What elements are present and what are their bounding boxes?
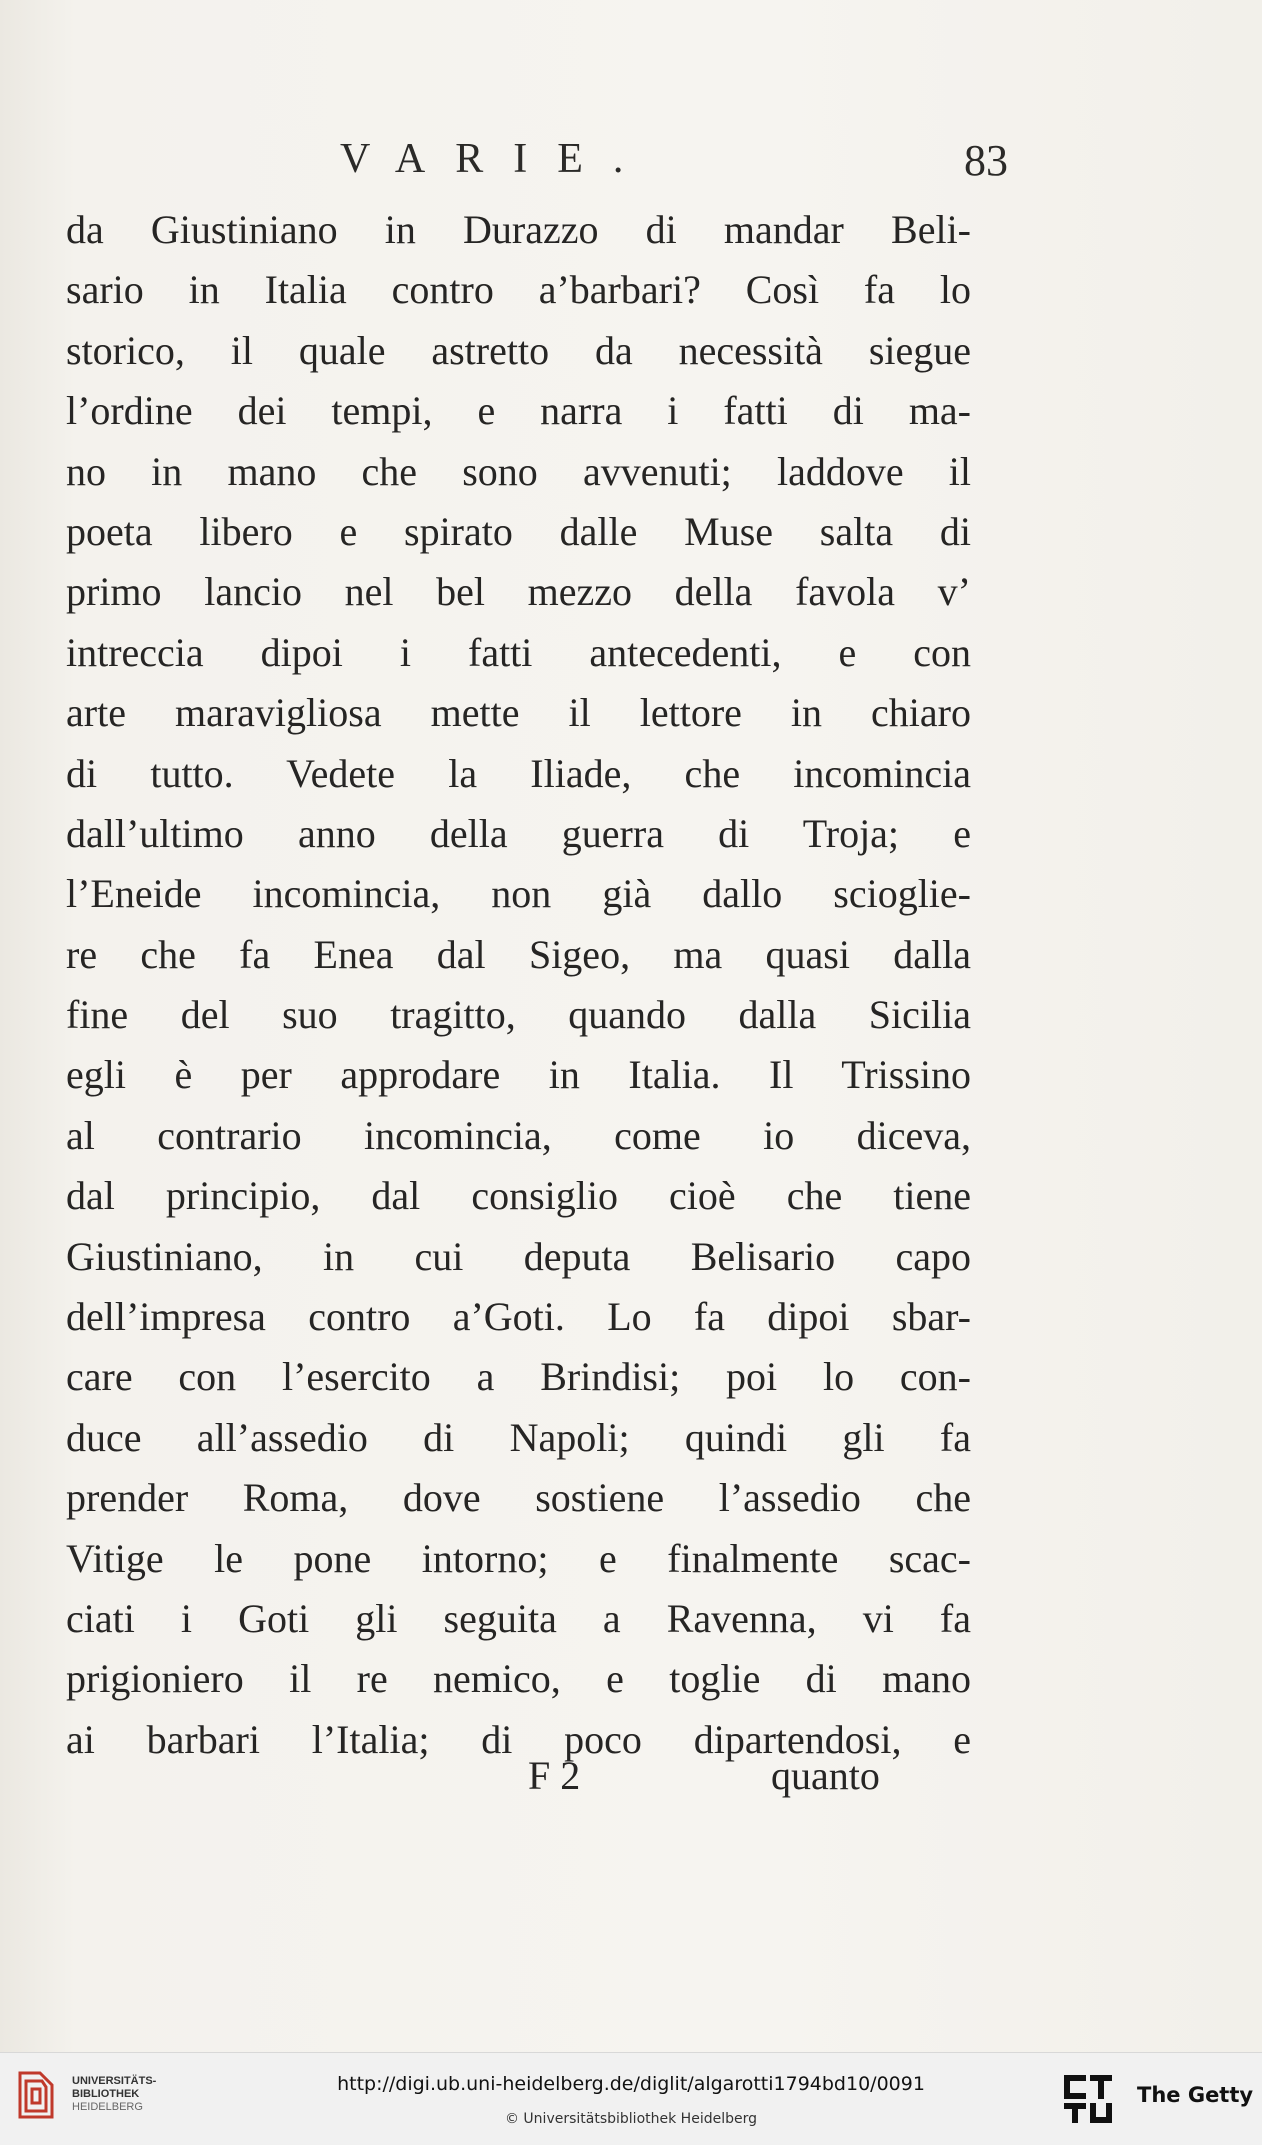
text-line: egli è per approdare in Italia. Il Trissino [66, 1052, 971, 1098]
text-line: prender Roma, dove sostiene l’assedio che [66, 1475, 971, 1521]
text-line: di tutto. Vedete la Iliade, che incomincia [66, 750, 971, 796]
page-number: 83 [964, 136, 1008, 185]
running-head-title: VARIE. [340, 136, 654, 182]
getty-logo-icon [1062, 2073, 1114, 2125]
text-line: arte maravigliosa mette il lettore in chiaro [66, 690, 971, 736]
text-line: da Giustiniano in Durazzo di mandar Beli- [66, 207, 971, 252]
catchword: quanto [771, 1753, 880, 1798]
text-line: poeta libero e spirato dalle Muse salta di [66, 508, 971, 554]
catch-line [66, 1752, 971, 1812]
body-text [66, 200, 971, 1770]
text-line: no in mano che sono avvenuti; laddove il [66, 448, 971, 494]
text-line: dell’impresa contro a’Goti. Lo fa dipoi sbar- [66, 1294, 971, 1340]
text-line: prigioniero il re nemico, e toglie di mano [66, 1656, 971, 1702]
text-line: intreccia dipoi i fatti antecedenti, e con [66, 629, 971, 675]
text-line: re che fa Enea dal Sigeo, ma quasi dalla [66, 931, 971, 977]
text-line: duce all’assedio di Napoli; quindi gli fa [66, 1414, 971, 1460]
text-line: l’ordine dei tempi, e narra i fatti di ma- [66, 388, 971, 434]
text-line: care con l’esercito a Brindisi; poi lo con- [66, 1354, 971, 1400]
running-head [60, 135, 1100, 195]
text-line: primo lancio nel bel mezzo della favola v’ [66, 569, 971, 615]
library-name-line: HEIDELBERG [72, 2101, 143, 2113]
partner-name: The Getty [1137, 2083, 1254, 2107]
text-line: ai barbari l’Italia; di poco dipartendosi, e [66, 1716, 971, 1762]
footer-bar [0, 2052, 1262, 2145]
text-line: Vitige le pone intorno; e finalmente scac- [66, 1535, 971, 1581]
copyright-notice: © Universitätsbibliothek Heidelberg [504, 2111, 757, 2127]
text-line: al contrario incomincia, come io diceva, [66, 1112, 971, 1158]
text-line: fine del suo tragitto, quando dalla Sicilia [66, 992, 971, 1038]
library-name-line: UNIVERSITÄTS- [72, 2075, 157, 2087]
text-line: ciati i Goti gli seguita a Ravenna, vi fa [66, 1595, 971, 1641]
text-line: storico, il quale astretto da necessità siegue [66, 327, 971, 373]
text-line: l’Eneide incomincia, non già dallo scioglie- [66, 871, 971, 917]
text-line: dal principio, dal consiglio cioè che tiene [66, 1173, 971, 1219]
text-line: dall’ultimo anno della guerra di Troja; e [66, 810, 971, 856]
signature-mark: F 2 [528, 1753, 581, 1798]
permalink-url[interactable]: http://digi.ub.uni-heidelberg.de/diglit/algarotti1794bd10/0091 [337, 2073, 925, 2095]
text-line: sario in Italia contro a’barbari? Così fa lo [66, 267, 971, 313]
library-name-line: BIBLIOTHEK [72, 2088, 140, 2100]
text-line: Giustiniano, in cui deputa Belisario capo [66, 1233, 971, 1279]
